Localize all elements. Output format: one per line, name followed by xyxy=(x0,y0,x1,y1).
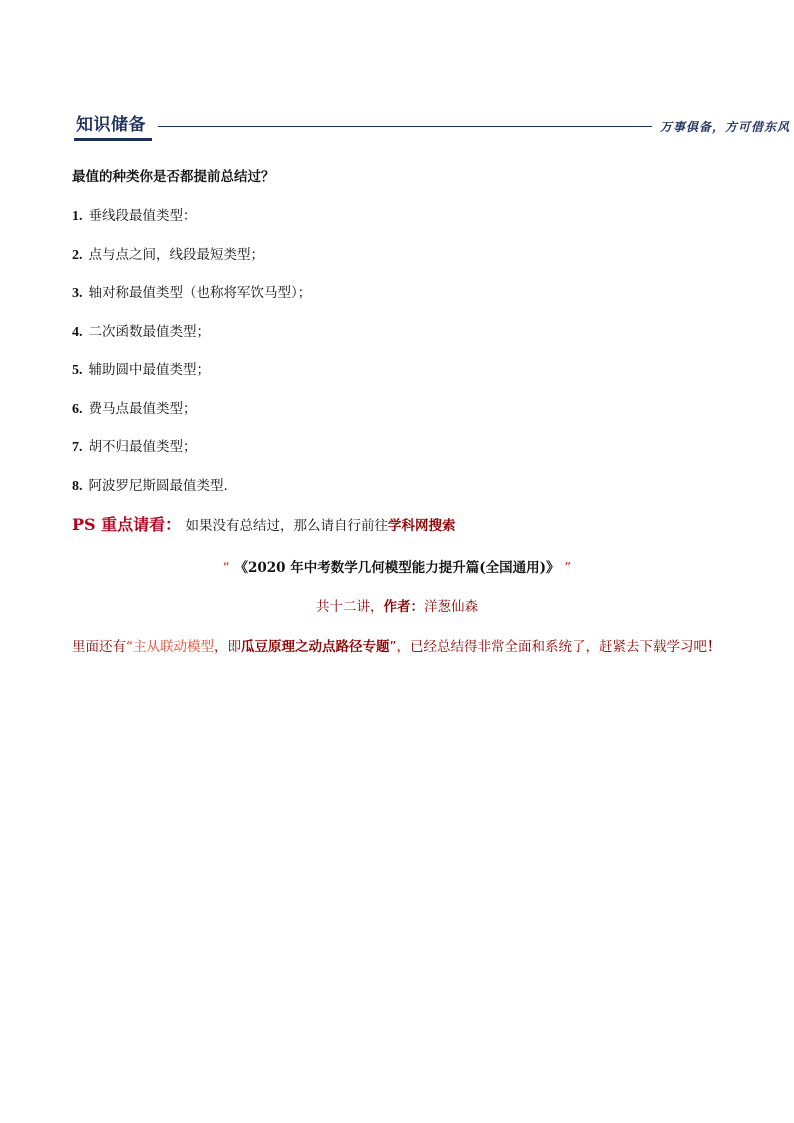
item-number: 6. xyxy=(72,401,83,417)
note-text: ”，已经总结得非常全面和系统了，赶紧去下载学习吧 xyxy=(389,639,707,655)
note-exclamation: ！ xyxy=(707,639,721,655)
list-item xyxy=(72,281,311,320)
author-line xyxy=(0,595,794,615)
list-item xyxy=(72,435,311,474)
item-number: 1. xyxy=(72,209,83,224)
author-label: 作者： xyxy=(383,599,424,615)
list-item xyxy=(72,204,311,243)
header-divider xyxy=(158,126,652,127)
item-text: 二次函数最值类型； xyxy=(88,323,210,340)
list-item xyxy=(72,474,311,513)
list-item xyxy=(72,320,311,359)
item-text: 点与点之间，线段最短类型； xyxy=(88,246,264,263)
book-title-line xyxy=(0,556,794,576)
list-item xyxy=(72,358,311,397)
item-number: 5. xyxy=(72,363,83,378)
note-text: ，即 xyxy=(214,639,241,655)
item-text: 阿波罗尼斯圆最值类型. xyxy=(88,477,228,494)
section-title: 知识储备 xyxy=(76,115,146,135)
question-heading: 最值的种类你是否都提前总结过？ xyxy=(72,169,275,185)
open-quote: “ xyxy=(222,560,230,576)
item-text: 轴对称最值类型（也称将军饮马型）； xyxy=(88,285,312,301)
close-quote: ” xyxy=(564,560,572,576)
search-link[interactable]: 学科网搜索 xyxy=(387,518,456,534)
list-item xyxy=(72,397,311,436)
item-number: 4. xyxy=(72,324,83,340)
item-number: 7. xyxy=(72,440,83,455)
item-number: 3. xyxy=(72,286,83,301)
item-number: 8. xyxy=(72,478,83,494)
title-underline xyxy=(74,138,152,141)
recommendation-paragraph xyxy=(72,632,728,662)
ps-text: 如果没有总结过，那么请自行前往 xyxy=(185,518,388,534)
header-motto: 万事俱备，方可借东风 xyxy=(660,120,791,134)
note-text: 里面还有 xyxy=(72,639,126,655)
topic-name: 瓜豆原理之动点路径专题 xyxy=(241,639,390,655)
item-text: 垂线段最值类型： xyxy=(88,208,197,224)
lecture-count: 共十二讲， xyxy=(316,599,384,615)
quoted-model-name: “主从联动模型 xyxy=(126,639,214,655)
book-title: 《2020 年中考数学几何模型能力提升篇(全国通用)》 xyxy=(234,560,560,576)
author-name: 洋葱仙森 xyxy=(424,599,478,615)
item-text: 辅助圆中最值类型； xyxy=(88,362,210,378)
item-text: 费马点最值类型； xyxy=(88,400,197,417)
section-header xyxy=(74,110,791,144)
list-item xyxy=(72,243,311,282)
item-text: 胡不归最值类型； xyxy=(88,439,197,455)
ps-note xyxy=(72,512,455,535)
ps-label: PS 重点请看： xyxy=(72,515,182,534)
types-list xyxy=(72,204,311,512)
item-number: 2. xyxy=(72,247,83,263)
